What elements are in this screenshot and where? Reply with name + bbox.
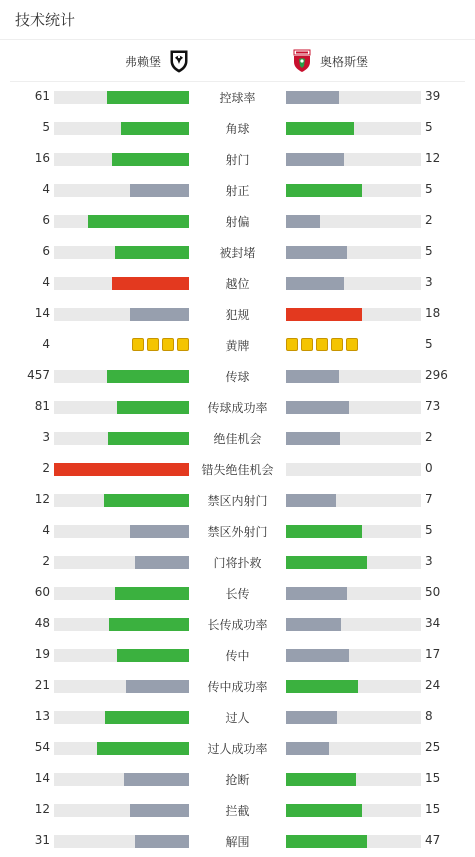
home-bar-fill [130,308,189,321]
home-value: 48 [34,616,50,630]
home-value: 31 [34,833,50,847]
away-bar-track [286,742,421,755]
home-bar-track [54,494,189,507]
stat-row [0,112,475,143]
home-bar-fill [97,742,189,755]
away-bar-fill [286,742,329,755]
stat-label: 黄牌 [225,339,250,353]
home-bar-fill [117,401,189,414]
home-bar-track [54,773,189,786]
away-bar-track [286,122,421,135]
away-bar-fill [286,246,347,259]
away-value: 47 [425,833,441,847]
home-bar-fill [88,215,189,228]
home-value: 3 [42,430,50,444]
home-bar-track [54,804,189,817]
away-bar-fill [286,587,347,600]
away-value: 3 [425,275,433,289]
away-value: 18 [425,306,441,320]
home-bar-fill [112,277,189,290]
yellow-card-icon [286,338,298,351]
away-value: 12 [425,151,441,165]
away-value: 296 [425,368,448,382]
away-bar-fill [286,556,367,569]
home-bar-fill [54,463,189,476]
stat-label: 禁区内射门 [207,494,268,508]
home-bar-fill [121,122,189,135]
stat-label: 错失绝佳机会 [201,463,274,477]
stat-row [0,608,475,639]
home-bar-fill [124,773,189,786]
away-value: 5 [425,120,433,134]
home-value: 457 [27,368,50,382]
stat-row [0,484,475,515]
stat-row [0,267,475,298]
away-bar-track [286,711,421,724]
away-bar-fill [286,277,344,290]
away-value: 50 [425,585,441,599]
home-bar-track [54,215,189,228]
away-bar-fill [286,91,339,104]
home-team-name: 弗赖堡 [125,54,162,69]
stats-list [0,81,475,856]
away-bar-track [286,184,421,197]
home-bar-track [54,463,189,476]
away-bar-fill [286,525,362,538]
away-bar-fill [286,215,320,228]
stat-row [0,360,475,391]
yellow-card-icon [346,338,358,351]
stat-row [0,825,475,856]
yellow-card-icon [316,338,328,351]
away-value: 17 [425,647,441,661]
away-value: 5 [425,244,433,258]
home-bar-fill [107,91,189,104]
away-value: 25 [425,740,441,754]
home-value: 19 [34,647,50,661]
home-bar-track [54,308,189,321]
away-value: 5 [425,523,433,537]
away-bar-track [286,587,421,600]
stat-row [0,670,475,701]
away-team[interactable] [292,40,368,82]
yellow-card-icon [162,338,174,351]
away-bar-track [286,246,421,259]
page-title: 技术统计 [15,11,76,29]
home-value: 13 [34,709,50,723]
home-bar-track [54,649,189,662]
home-bar-fill [115,246,189,259]
away-bar-fill [286,680,358,693]
away-bar-track [286,153,421,166]
stat-label: 过人 [225,711,250,725]
away-bar-track [286,370,421,383]
home-bar-fill [126,680,189,693]
away-bar-track [286,277,421,290]
home-bar-track [54,835,189,848]
stat-row [0,143,475,174]
home-value: 4 [42,275,50,289]
home-value: 2 [42,554,50,568]
home-bar-track [54,153,189,166]
stat-row [0,174,475,205]
home-value: 4 [42,182,50,196]
home-value: 12 [34,802,50,816]
stat-row [0,732,475,763]
stat-label: 传球成功率 [207,401,268,415]
away-bar-fill [286,835,367,848]
away-bar-track [286,804,421,817]
away-bar-fill [286,184,362,197]
away-bar-track [286,463,421,476]
away-value: 8 [425,709,433,723]
stat-label: 射正 [225,184,250,198]
yellow-card-icon [301,338,313,351]
away-value: 15 [425,802,441,816]
home-bar-track [54,711,189,724]
home-value: 4 [42,523,50,537]
freiburg-crest-icon [169,49,189,73]
home-yellow-cards [132,338,189,352]
home-bar-track [54,184,189,197]
stat-row [0,236,475,267]
away-bar-fill [286,308,362,321]
augsburg-crest-icon [292,49,312,73]
stat-row [0,329,475,360]
home-bar-fill [130,525,189,538]
home-value: 12 [34,492,50,506]
stat-label: 过人成功率 [207,742,268,756]
home-bar-track [54,587,189,600]
home-bar-track [54,122,189,135]
away-value: 15 [425,771,441,785]
away-value: 2 [425,430,433,444]
home-team[interactable] [125,40,189,82]
away-bar-track [286,773,421,786]
stat-label: 长传成功率 [207,618,268,632]
home-bar-track [54,277,189,290]
stat-label: 射门 [225,153,250,167]
home-bar-track [54,246,189,259]
stat-label: 拦截 [225,804,250,818]
away-value: 39 [425,89,441,103]
stat-row [0,81,475,112]
home-bar-fill [130,804,189,817]
stat-row [0,205,475,236]
home-bar-fill [135,556,189,569]
stat-label: 越位 [225,277,250,291]
yellow-card-icon [331,338,343,351]
away-bar-fill [286,773,356,786]
stat-label: 犯规 [225,308,250,322]
away-value: 34 [425,616,441,630]
away-bar-fill [286,153,344,166]
home-bar-track [54,618,189,631]
stat-row [0,639,475,670]
stat-label: 角球 [225,122,250,136]
away-value: 3 [425,554,433,568]
away-bar-track [286,308,421,321]
away-bar-track [286,618,421,631]
away-bar-track [286,215,421,228]
stats-header [0,0,475,40]
home-value: 81 [34,399,50,413]
home-bar-fill [108,432,189,445]
home-value: 14 [34,771,50,785]
away-bar-fill [286,122,354,135]
stat-row [0,391,475,422]
stat-label: 射偏 [225,215,250,229]
stat-row [0,422,475,453]
home-bar-fill [107,370,189,383]
home-bar-fill [105,711,189,724]
away-bar-fill [286,618,341,631]
home-bar-fill [104,494,189,507]
stat-row [0,453,475,484]
home-bar-fill [117,649,189,662]
away-bar-track [286,556,421,569]
home-value: 6 [42,244,50,258]
home-value: 4 [42,337,50,351]
away-value: 24 [425,678,441,692]
away-team-name: 奥格斯堡 [320,54,369,69]
away-value: 5 [425,182,433,196]
stat-row [0,298,475,329]
stat-label: 被封堵 [219,246,256,260]
away-yellow-cards [286,338,358,352]
home-value: 60 [34,585,50,599]
home-value: 54 [34,740,50,754]
away-value: 2 [425,213,433,227]
teams-row [10,40,465,82]
stat-label: 控球率 [219,91,256,105]
away-bar-track [286,649,421,662]
home-bar-track [54,556,189,569]
home-bar-fill [130,184,189,197]
home-value: 21 [34,678,50,692]
home-bar-fill [135,835,189,848]
away-bar-fill [286,401,349,414]
stat-row [0,546,475,577]
home-bar-track [54,525,189,538]
home-bar-track [54,91,189,104]
away-bar-track [286,494,421,507]
home-value: 2 [42,461,50,475]
stat-row [0,577,475,608]
stat-row [0,763,475,794]
stat-label: 抢断 [225,773,250,787]
away-value: 73 [425,399,441,413]
home-bar-fill [112,153,189,166]
home-bar-track [54,432,189,445]
stat-label: 禁区外射门 [207,525,268,539]
away-bar-fill [286,649,349,662]
stat-label: 传球 [225,370,250,384]
home-bar-track [54,742,189,755]
home-bar-track [54,680,189,693]
stat-row [0,701,475,732]
stat-label: 门将扑救 [213,556,262,570]
home-bar-track [54,370,189,383]
yellow-card-icon [147,338,159,351]
yellow-card-icon [132,338,144,351]
stat-label: 传中成功率 [207,680,268,694]
yellow-card-icon [177,338,189,351]
home-value: 6 [42,213,50,227]
away-bar-fill [286,494,336,507]
stat-label: 解围 [225,835,250,849]
away-bar-track [286,525,421,538]
away-bar-track [286,91,421,104]
stat-row [0,515,475,546]
away-value: 5 [425,337,433,351]
away-bar-track [286,835,421,848]
stat-row [0,794,475,825]
home-value: 14 [34,306,50,320]
home-value: 61 [34,89,50,103]
away-value: 0 [425,461,433,475]
away-value: 7 [425,492,433,506]
stat-label: 长传 [225,587,250,601]
away-bar-fill [286,370,339,383]
home-bar-fill [109,618,189,631]
stat-label: 传中 [225,649,250,663]
away-bar-track [286,432,421,445]
away-bar-fill [286,711,337,724]
away-bar-fill [286,432,340,445]
away-bar-track [286,680,421,693]
home-bar-fill [115,587,189,600]
home-bar-track [54,401,189,414]
away-bar-track [286,401,421,414]
home-value: 5 [42,120,50,134]
stat-label: 绝佳机会 [213,432,262,446]
away-bar-fill [286,804,362,817]
home-value: 16 [34,151,50,165]
